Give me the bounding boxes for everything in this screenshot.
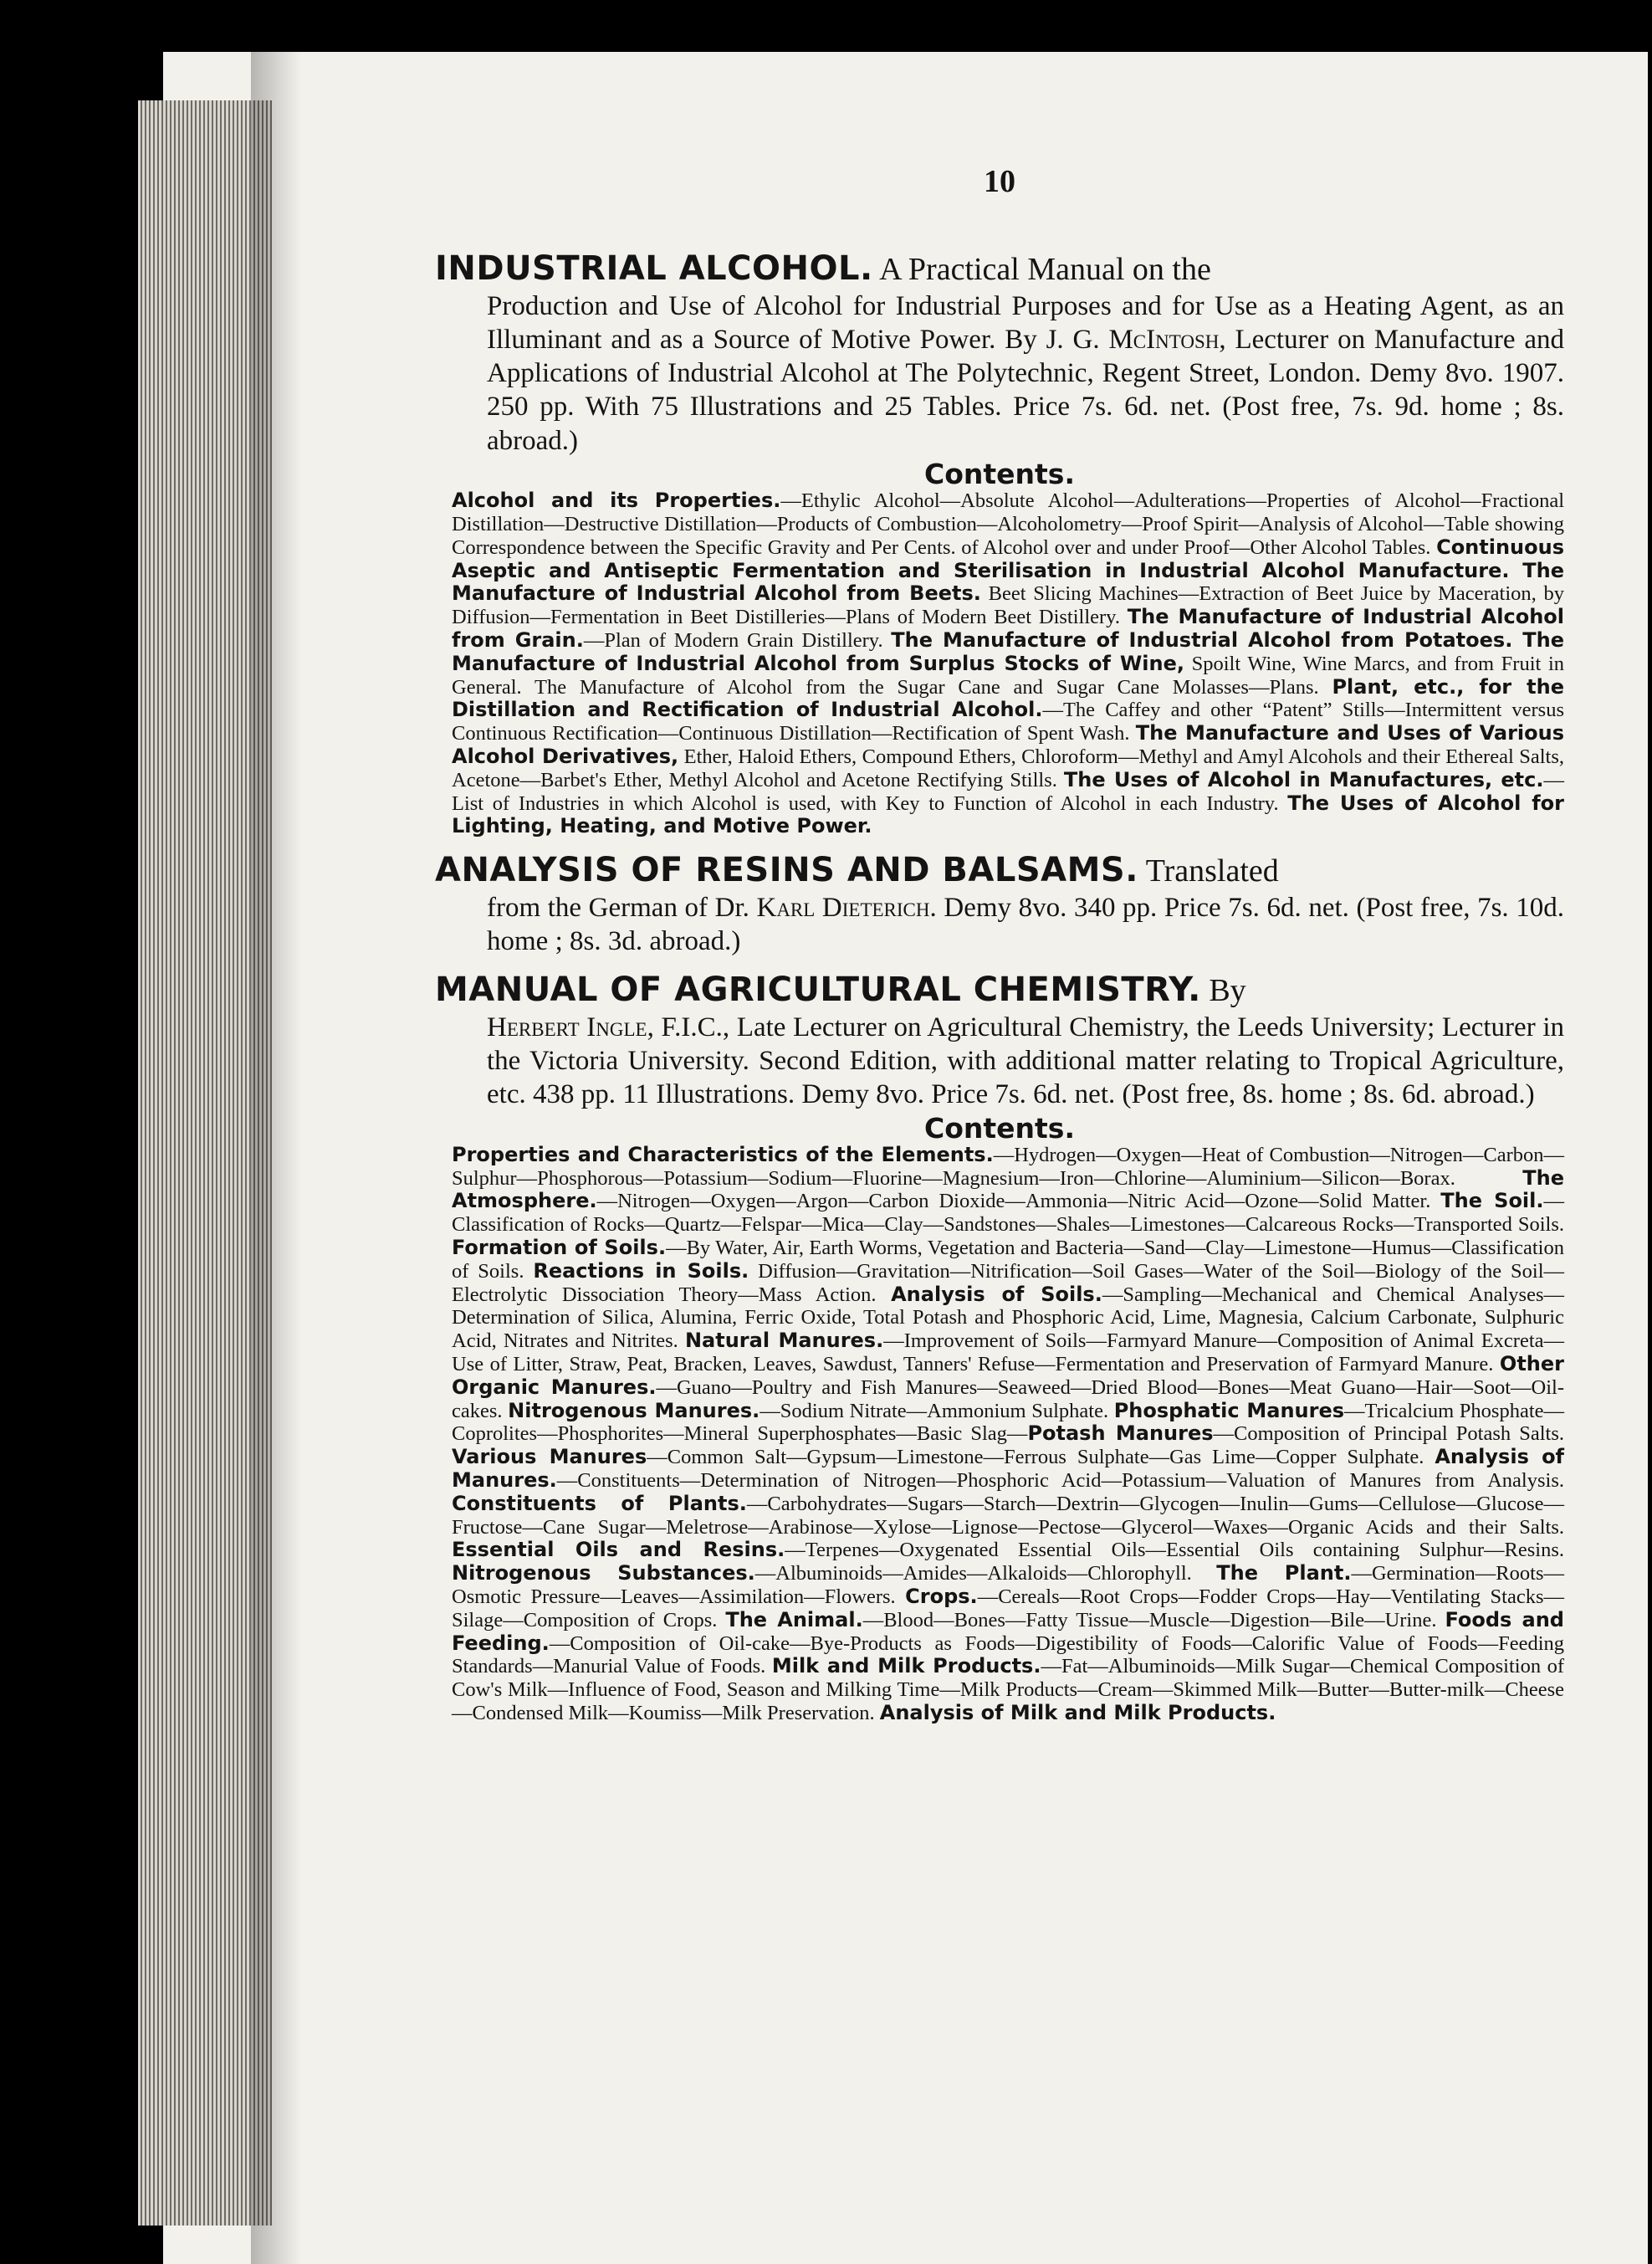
contents-section-title: Nitrogenous Manures. <box>508 1398 760 1422</box>
contents-section-title: Various Manures <box>452 1445 647 1469</box>
contents-section-text: —Germination—Roots—Osmotic Pressure—Leaves—Assimilation—Flowers. <box>452 1562 1564 1608</box>
contents-list <box>435 489 1564 838</box>
contents-section-text: —Common Salt—Gypsum—Limestone—Ferrous Sulphate—Gas Lime—Copper Sulphate. <box>647 1446 1435 1469</box>
desc-text: , F.I.C., Late Lecturer on Agricultural Chemistry, the Leeds University; Lecturer in the Victoria University. Second Edition, with additional matter relating to Tropical Agriculture, etc. 438 pp. 11 Illustrations. Demy 8vo. Price 7s. 6d. net. (Post free, 8s. home ; 8s. 6d. abroad.) <box>487 1012 1564 1110</box>
contents-section-text: Spoilt Wine, Wine Marcs, and from Fruit in General. The Manufacture of Alcohol from the Sugar Cane and Sugar Cane Molasses—Plans. <box>452 652 1564 699</box>
contents-section-text: —Carbohydrates—Sugars—Starch—Dextrin—Glycogen—Inulin—Gums—Cellulose—Glucose—Fructose—Cane Sugar—Meletrose—Arabinose—Xylose—Lignose—Pectose—Glycerol—Waxes—Organic Acids and their Salts. <box>452 1492 1564 1539</box>
contents-section-title: Phosphatic Manures <box>1113 1398 1345 1422</box>
desc-text: from the German of Dr. <box>487 892 757 923</box>
entry-title-rest: A Practical Manual on the <box>879 252 1211 287</box>
contents-section-title: Analysis of Soils. <box>891 1282 1102 1306</box>
contents-section-title: Foods and Feeding. <box>452 1607 1564 1655</box>
entry-title-rest: Translated <box>1145 853 1279 889</box>
contents-section-title: Milk and Milk Products. <box>771 1654 1041 1678</box>
author-name: Karl Dieterich <box>756 892 930 923</box>
entry-title-rest: By <box>1209 973 1246 1009</box>
contents-section-title: Nitrogenous Substances. <box>452 1561 755 1585</box>
contents-section-title: The Atmosphere. <box>452 1165 1564 1213</box>
contents-section-text: —Plan of Modern Grain Distillery. <box>583 628 892 652</box>
contents-title: Contents. <box>924 457 1075 490</box>
contents-section-title: Continuous Aseptic and Antiseptic Fermentation and Sterilisation in Industrial Alcohol Manufacture. The Manufacture of Industrial Alcohol from Beets. <box>452 535 1564 606</box>
contents-section-text: —Tricalcium Phosphate—Coprolites—Phosphorites—Mineral Superphosphates—Basic Slag— <box>452 1399 1564 1446</box>
contents-section-title: Alcohol and its Properties. <box>452 489 781 513</box>
desc-text: Production and Use of Alcohol for Industrial Purposes and for Use as a Heating Agent, as an Illuminant and as a Source of Motive Power. By J. G. <box>487 290 1564 355</box>
entry-description <box>435 891 1564 959</box>
contents-section-title: Plant, etc., for the Distillation and Rectification of Industrial Alcohol. <box>452 674 1564 722</box>
contents-section-title: The Soil. <box>1440 1189 1544 1213</box>
contents-section-title: Reactions in Soils. <box>533 1258 749 1283</box>
desc-text: , Lecturer on Manufacture and Applications of Industrial Alcohol at The Polytechnic, Regent Street, London. Demy 8vo. 1907. 250 pp. With 75 Illustrations and 25 Tables. Price 7s. 6d. net. (Post free, 7s. 9d. home ; 8s. abroad.) <box>487 324 1564 456</box>
entry-title: INDUSTRIAL ALCOHOL. <box>435 249 873 288</box>
author-name: McIntosh <box>1108 324 1220 355</box>
desc-text: . Demy 8vo. 340 pp. Price 7s. 6d. net. (Post free, 7s. 10d. home ; 8s. 3d. abroad.) <box>487 892 1565 956</box>
contents-section-title: Potash Manures <box>1027 1421 1214 1446</box>
contents-section-title: The Manufacture of Industrial Alcohol from Potatoes. The Manufacture of Industrial Alcohol from Surplus Stocks of Wine, <box>452 627 1564 675</box>
contents-section-text: —Terpenes—Oxygenated Essential Oils—Essential Oils containing Sulphur—Resins. <box>785 1539 1565 1562</box>
contents-section-text: —Constituents—Determination of Nitrogen—Phosphoric Acid—Potassium—Valuation of Manures from Analysis. <box>556 1468 1564 1492</box>
contents-section-text: —Hydrogen—Oxygen—Heat of Combustion—Nitrogen—Carbon—Sulphur—Phosphorous—Potassium—Sodium—Fluorine—Magnesium—Iron—Chlorine—Aluminium—Silicon—Borax. <box>452 1143 1564 1190</box>
contents-section-text: —Composition of Principal Potash Salts. <box>1213 1422 1564 1446</box>
entry-title: MANUAL OF AGRICULTURAL CHEMISTRY. <box>435 971 1201 1010</box>
entry-analysis-resins <box>435 850 1564 958</box>
contents-section-text: —Ethylic Alcohol—Absolute Alcohol—Adulterations—Properties of Alcohol—Fractional Distillation—Destructive Distillation—Products of Combustion—Alcoholometry—Proof Spirit—Analysis of Alcohol—Table showing Correspondence between the Specific Gravity and Per Cents. of Alcohol over and under Proof—Other Alcohol Tables. <box>452 489 1565 559</box>
page-number: 10 <box>984 164 1015 199</box>
contents-section-text: —List of Industries in which Alcohol is used, with Key to Function of Alcohol in each Industry. <box>452 768 1564 815</box>
contents-section-text: —Classification of Rocks—Quartz—Felspar—Mica—Clay—Sandstones—Shales—Limestones—Calcareous Rocks—Transported Soils. <box>452 1190 1564 1237</box>
contents-section-text: —Sampling—Mechanical and Chemical Analyses—Determination of Silica, Alumina, Ferric Oxide, Total Potash and Phosphoric Acid, Lime, Magnesia, Calcium Carbonate, Sulphuric Acid, Nitrates and Nitrites. <box>452 1283 1564 1353</box>
contents-section-title: Essential Oils and Resins. <box>452 1538 785 1562</box>
contents-section-text: —The Caffey and other “Patent” Stills—Intermittent versus Continuous Rectification—Continuous Distillation—Rectification of Spent Wash. <box>452 699 1564 745</box>
contents-section-title: Other Organic Manures. <box>452 1352 1564 1399</box>
contents-section-text: —Guano—Poultry and Fish Manures—Seaweed—Dried Blood—Bones—Meat Guano—Hair—Soot—Oil-cakes. <box>452 1375 1564 1422</box>
contents-section-text: —Cereals—Root Crops—Fodder Crops—Hay—Ventilating Stacks—Silage—Composition of Crops. <box>452 1585 1564 1631</box>
contents-section-title: The Manufacture and Uses of Various Alcohol Derivatives, <box>452 721 1564 768</box>
contents-section-text: —Nitrogen—Oxygen—Argon—Carbon Dioxide—Ammonia—Nitric Acid—Ozone—Solid Matter. <box>596 1190 1441 1213</box>
entry-agricultural-chemistry <box>435 970 1564 1725</box>
contents-section-title: The Uses of Alcohol in Manufactures, etc. <box>1063 767 1544 791</box>
contents-section-text: —Sodium Nitrate—Ammonium Sulphate. <box>760 1399 1114 1422</box>
contents-section-title: Formation of Soils. <box>452 1236 667 1260</box>
contents-section-title: Analysis of Manures. <box>452 1445 1564 1492</box>
page-content <box>435 163 1564 1725</box>
contents-section-title: Properties and Characteristics of the Elements. <box>452 1142 994 1166</box>
contents-section-text: —Fat—Albuminoids—Milk Sugar—Chemical Composition of Cow's Milk—Influence of Food, Season and Milking Time—Milk Products—Cream—Skimmed Milk—Butter—Butter-milk—Cheese—Condensed Milk—Koumiss—Milk Preservation. <box>452 1655 1565 1724</box>
contents-section-title: Crops. <box>905 1584 978 1608</box>
contents-section-title: The Plant. <box>1216 1561 1352 1585</box>
contents-section-title: The Uses of Alcohol for Lighting, Heating, and Motive Power. <box>452 791 1564 838</box>
page-gutter-shadow <box>251 52 301 2264</box>
contents-title: Contents. <box>924 1111 1075 1145</box>
contents-section-text: Ether, Haloid Ethers, Compound Ethers, Chloroform—Methyl and Amyl Alcohols and their Ethereal Salts, Acetone—Barbet's Ether, Methyl Alcohol and Acetone Rectifying Stills. <box>452 745 1564 791</box>
entry-title: ANALYSIS OF RESINS AND BALSAMS. <box>435 851 1138 890</box>
entry-description <box>435 289 1564 458</box>
contents-section-text: —Composition of Oil-cake—Bye-Products as Foods—Digestibility of Foods—Calorific Value of Foods—Feeding Standards—Manurial Value of Foods. <box>452 1631 1564 1678</box>
author-name: Herbert Ingle <box>487 1012 647 1042</box>
contents-section-text: Diffusion—Gravitation—Nitrification—Soil Gases—Water of the Soil—Biology of the Soil—Electrolytic Dissociation Theory—Mass Action. <box>452 1259 1565 1306</box>
entry-heading <box>435 970 1564 1011</box>
entry-heading <box>435 850 1564 891</box>
contents-section-title: The Manufacture of Industrial Alcohol from Grain. <box>452 605 1565 652</box>
contents-section-title: Analysis of Milk and Milk Products. <box>879 1700 1276 1724</box>
contents-section-title: Natural Manures. <box>684 1329 884 1353</box>
contents-section-text: —Improvement of Soils—Farmyard Manure—Composition of Animal Excreta—Use of Litter, Straw, Peat, Bracken, Leaves, Sawdust, Tanners' Refuse—Fermentation and Preservation of Farmyard Manure. <box>452 1329 1565 1375</box>
contents-section-text: —By Water, Air, Earth Worms, Vegetation and Bacteria—Sand—Clay—Limestone—Humus—Classification of Soils. <box>452 1237 1564 1283</box>
entry-industrial-alcohol <box>435 248 1564 838</box>
contents-section-text: —Blood—Bones—Fatty Tissue—Muscle—Digestion—Bile—Urine. <box>862 1608 1445 1631</box>
contents-section-title: Constituents of Plants. <box>452 1491 747 1515</box>
contents-section-title: The Animal. <box>725 1607 863 1631</box>
entry-description <box>435 1011 1564 1112</box>
contents-list <box>435 1144 1564 1725</box>
entry-heading <box>435 248 1564 289</box>
contents-section-text: Beet Slicing Machines—Extraction of Beet Juice by Maceration, by Diffusion—Fermentation in Beet Distilleries—Plans of Modern Beet Distillery. <box>452 582 1564 629</box>
contents-section-text: —Albuminoids—Amides—Alkaloids—Chlorophyll. <box>754 1562 1217 1585</box>
